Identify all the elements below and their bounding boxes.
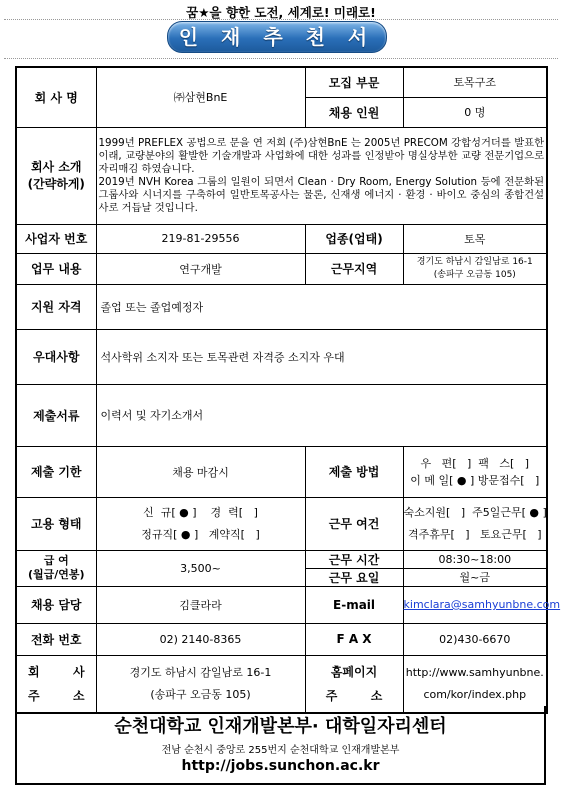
method-options <box>403 446 547 497</box>
qualification-value: 졸업 또는 졸업예정자 <box>96 284 547 329</box>
intro-text: 1999년 PREFLEX 공법으로 문을 연 저희 (주)삼현BnE 는 2005년 PRECOM 강합성거더를 발표한 이래, 교량분야의 활발한 기술개발과 사업화에 대한 성과를 인정받아 명실상부한 교량 전문기업으로 자리매김 하였습니다. 2019년 NVH Korea 그룹의 일원이 되면서 Clean · Dry Room, Energy Solution 등에 전문화된 그룹사와 시너지를 구축하여 일반토목공사는 물론, 신재생 에너지 · 환경 · 바이오 중심의 종합건설사로 거듭날 것입니다. <box>96 127 547 224</box>
deadline-label: 제출 기한 <box>16 446 96 497</box>
homepage-value[interactable]: http://www.samhyunbne.com/kor/index.php <box>403 655 547 713</box>
hours-label: 근무 시간 <box>305 550 403 568</box>
headcount-value: 0 명 <box>403 97 547 127</box>
work-value: 연구개발 <box>96 253 305 284</box>
homepage-label: 홈페이지 주 소 <box>305 655 403 713</box>
address-label: 회 사 주 소 <box>16 655 96 713</box>
intro-label: 회사 소개 (간략하게) <box>16 127 96 224</box>
email-link-cell <box>403 586 561 623</box>
headcount-label: 채용 인원 <box>305 97 403 127</box>
conditions-line2: 격주휴무[ ] 토요근무[ ] <box>407 527 542 541</box>
reg-number-value: 219-81-29556 <box>96 224 305 253</box>
company-name-value: ㈜삼현BnE <box>96 67 305 127</box>
hours-value: 08:30~18:00 <box>403 550 547 568</box>
recommendation-form <box>15 66 561 714</box>
employment-line2: 정규직[ ● ] 계약직[ ] <box>141 527 260 541</box>
dept-label: 모집 부문 <box>305 67 403 97</box>
fax-value: 02)430-6670 <box>403 623 547 655</box>
salary-value: 3,500~ <box>96 550 305 586</box>
email-label: E-mail <box>305 586 403 623</box>
company-name-label: 회 사 명 <box>16 67 96 127</box>
motto-text: 꿈★을 향한 도전, 세계로! 미래로! <box>186 5 376 20</box>
employment-line1: 신 규[ ● ] 경 력[ ] <box>143 505 258 519</box>
footer-org: 순천대학교 인재개발본부· 대학일자리센터 <box>114 716 447 737</box>
email-link[interactable]: kimclara@samhyunbne.com <box>403 598 561 611</box>
employment-label: 고용 형태 <box>16 497 96 550</box>
divider <box>4 19 558 20</box>
salary-label: 급 여 (월급/연봉) <box>16 550 96 586</box>
conditions-label: 근무 여건 <box>305 497 403 550</box>
preference-label: 우대사항 <box>16 329 96 384</box>
divider <box>4 58 558 59</box>
footer-url[interactable]: http://jobs.sunchon.ac.kr <box>181 758 380 774</box>
reg-number-label: 사업자 번호 <box>16 224 96 253</box>
employment-options <box>96 497 305 550</box>
method-label: 제출 방법 <box>305 446 403 497</box>
phone-value: 02) 2140-8365 <box>96 623 305 655</box>
fax-label: F A X <box>305 623 403 655</box>
footer-address: 전남 순천시 중앙로 255번지 순천대학교 인재개발본부 <box>161 745 400 756</box>
title-banner <box>167 21 387 53</box>
conditions-options <box>403 497 547 550</box>
manager-label: 채용 담당 <box>16 586 96 623</box>
address-line2: (송파구 오금동 105) <box>150 687 251 701</box>
industry-label: 업종(업태) <box>305 224 403 253</box>
work-label: 업무 내용 <box>16 253 96 284</box>
address-value <box>96 655 305 713</box>
qualification-label: 지원 자격 <box>16 284 96 329</box>
page-title: 인 재 추 천 서 <box>178 25 376 49</box>
industry-value: 토목 <box>403 224 547 253</box>
manager-value: 김클라라 <box>96 586 305 623</box>
location-value <box>403 253 547 284</box>
documents-value: 이력서 및 자기소개서 <box>96 384 547 446</box>
days-label: 근무 요일 <box>305 568 403 586</box>
location-line2: (송파구 오금동 105) <box>433 269 516 280</box>
deadline-value: 채용 마감시 <box>96 446 305 497</box>
dept-value: 토목구조 <box>403 67 547 97</box>
method-line1: 우 편[ ] 팩 스[ ] <box>420 456 530 470</box>
conditions-line1: 숙소지원[ ] 주5일근무[ ● ] <box>403 505 547 519</box>
phone-label: 전화 번호 <box>16 623 96 655</box>
documents-label: 제출서류 <box>16 384 96 446</box>
days-value: 월~금 <box>403 568 547 586</box>
location-line1: 경기도 하남시 감일남로 16-1 <box>416 256 533 267</box>
preference-value: 석사학위 소지자 또는 토목관련 자격증 소지자 우대 <box>96 329 547 384</box>
footer <box>15 706 546 785</box>
location-label: 근무지역 <box>305 253 403 284</box>
method-line2: 이 메 일[ ● ] 방문접수[ ] <box>410 473 540 487</box>
address-line1: 경기도 하남시 감일남로 16-1 <box>129 665 272 679</box>
